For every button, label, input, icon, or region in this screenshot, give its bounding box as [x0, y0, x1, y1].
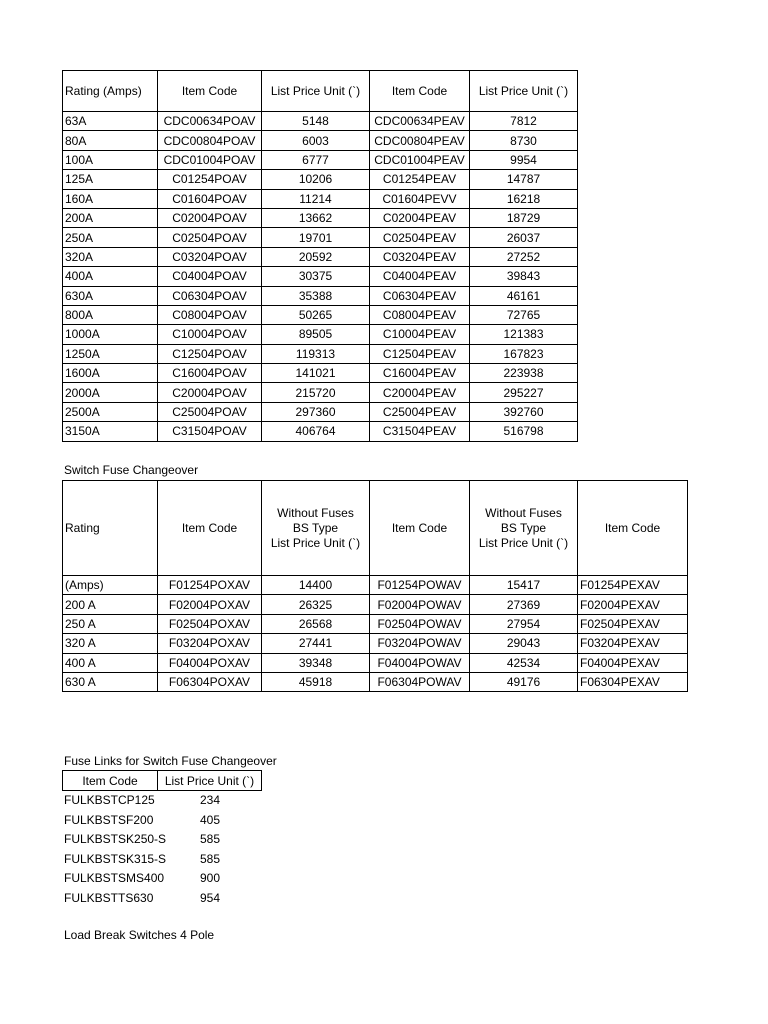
rating-cell: 400A: [63, 267, 158, 286]
item-code-cell: C12504PEAV: [370, 344, 470, 363]
rating-cell: 1000A: [63, 325, 158, 344]
price-cell: 45918: [262, 672, 370, 691]
item-code-cell: C02004POAV: [158, 208, 262, 227]
item-code-cell: C10004POAV: [158, 325, 262, 344]
item-code-cell: C31504POAV: [158, 422, 262, 441]
item-code-cell: C12504POAV: [158, 344, 262, 363]
rating-cell: 2000A: [63, 383, 158, 402]
rating-cell: 250 A: [63, 614, 158, 633]
price-cell: 167823: [470, 344, 578, 363]
price-cell: 5148: [262, 112, 370, 131]
fuse-link-price: 585: [199, 832, 221, 846]
table-row: [63, 383, 578, 402]
price-cell: 10206: [262, 170, 370, 189]
item-code-cell: F03204POWAV: [370, 634, 470, 653]
header-item-code: Item Code: [158, 71, 262, 112]
price-cell: 49176: [470, 672, 578, 691]
item-code-cell: F03204PEXAV: [578, 634, 688, 653]
fuse-link-item-code: FULKBSTSK250-S: [64, 832, 167, 846]
item-code-cell: F06304POWAV: [370, 672, 470, 691]
rating-cell: 63A: [63, 112, 158, 131]
item-code-cell: F04004POWAV: [370, 653, 470, 672]
price-cell: 16218: [470, 189, 578, 208]
rating-cell: 200 A: [63, 595, 158, 614]
price-cell: 27369: [470, 595, 578, 614]
header-line: Without Fuses: [485, 505, 562, 520]
section-title-switch-fuse-changeover: Switch Fuse Changeover: [64, 463, 199, 477]
item-code-cell: C20004POAV: [158, 383, 262, 402]
table-header-row: [63, 71, 578, 112]
item-code-cell: F06304PEXAV: [578, 672, 688, 691]
price-cell: 119313: [262, 344, 370, 363]
item-code-cell: C25004PEAV: [370, 402, 470, 421]
rating-cell: 630A: [63, 286, 158, 305]
price-cell: 26325: [262, 595, 370, 614]
item-code-cell: C16004POAV: [158, 364, 262, 383]
fuse-link-item-code: FULKBSTTS630: [64, 890, 154, 905]
item-code-cell: F04004POXAV: [158, 653, 262, 672]
price-cell: 26568: [262, 614, 370, 633]
table-row: [63, 402, 578, 421]
header-list-price: List Price Unit (`): [262, 71, 370, 112]
item-code-cell: C06304POAV: [158, 286, 262, 305]
header-without-fuses: [262, 481, 370, 576]
section-title-fuse-links: Fuse Links for Switch Fuse Changeover: [64, 754, 277, 768]
header-item-code: Item Code: [578, 481, 688, 576]
price-cell: 223938: [470, 364, 578, 383]
item-code-cell: F01254POXAV: [158, 576, 262, 595]
table-row: [63, 672, 688, 691]
rating-cell: 160A: [63, 189, 158, 208]
table-row: [63, 189, 578, 208]
rating-cell: 80A: [63, 131, 158, 150]
table-row: [63, 422, 578, 441]
table-header-row: [63, 481, 688, 576]
rating-cell: 630 A: [63, 672, 158, 691]
table-header-row: [63, 771, 262, 791]
price-cell: 11214: [262, 189, 370, 208]
rating-cell: 250A: [63, 228, 158, 247]
fuse-link-item-code: FULKBSTSK315-S: [64, 851, 167, 866]
price-cell: 27441: [262, 634, 370, 653]
header-item-code: Item Code: [370, 481, 470, 576]
item-code-cell: C01604PEVV: [370, 189, 470, 208]
item-code-cell: F02004POWAV: [370, 595, 470, 614]
table-row: [63, 344, 578, 363]
header-list-price: List Price Unit (`): [470, 71, 578, 112]
item-code-cell: C25004POAV: [158, 402, 262, 421]
table-row: [63, 150, 578, 169]
price-cell: 141021: [262, 364, 370, 383]
item-code-cell: C10004PEAV: [370, 325, 470, 344]
header-list-price: List Price Unit (`): [158, 771, 262, 791]
item-code-cell: C08004POAV: [158, 305, 262, 324]
price-cell: 72765: [470, 305, 578, 324]
price-cell: 27954: [470, 614, 578, 633]
table-row: [63, 595, 688, 614]
header-without-fuses: [470, 481, 578, 576]
table-row: [63, 305, 578, 324]
price-cell: 516798: [470, 422, 578, 441]
table-row: [63, 325, 578, 344]
price-cell: 14787: [470, 170, 578, 189]
price-cell: 20592: [262, 247, 370, 266]
rating-cell: 400 A: [63, 653, 158, 672]
fuse-link-price: 954: [199, 890, 221, 905]
item-code-cell: C31504PEAV: [370, 422, 470, 441]
item-code-cell: C16004PEAV: [370, 364, 470, 383]
rating-cell: 800A: [63, 305, 158, 324]
item-code-cell: F02004PEXAV: [578, 595, 688, 614]
item-code-cell: C06304PEAV: [370, 286, 470, 305]
price-cell: 26037: [470, 228, 578, 247]
price-cell: 27252: [470, 247, 578, 266]
price-cell: 392760: [470, 402, 578, 421]
price-cell: 15417: [470, 576, 578, 595]
item-code-cell: CDC00634POAV: [158, 112, 262, 131]
price-cell: 13662: [262, 208, 370, 227]
rating-cell: 3150A: [63, 422, 158, 441]
price-cell: 30375: [262, 267, 370, 286]
price-cell: 42534: [470, 653, 578, 672]
table-row: [63, 653, 688, 672]
price-cell: 35388: [262, 286, 370, 305]
price-cell: 19701: [262, 228, 370, 247]
item-code-cell: CDC01004PEAV: [370, 150, 470, 169]
price-cell: 6003: [262, 131, 370, 150]
header-rating: Rating (Amps): [63, 71, 158, 112]
fuse-link-price: 234: [199, 793, 221, 807]
header-item-code: Item Code: [158, 481, 262, 576]
table-row: [63, 576, 688, 595]
fuse-link-item-code: FULKBSTSMS400: [64, 871, 165, 885]
rating-cell: 125A: [63, 170, 158, 189]
fuse-link-price: 405: [199, 812, 221, 827]
table-row: [63, 228, 578, 247]
table-row: [63, 208, 578, 227]
rating-cell: 100A: [63, 150, 158, 169]
price-cell: 297360: [262, 402, 370, 421]
fuse-link-price: 900: [199, 871, 221, 885]
price-cell: 39348: [262, 653, 370, 672]
price-cell: 39843: [470, 267, 578, 286]
item-code-cell: CDC00804POAV: [158, 131, 262, 150]
price-cell: 7812: [470, 112, 578, 131]
price-cell: 46161: [470, 286, 578, 305]
item-code-cell: C20004PEAV: [370, 383, 470, 402]
rating-cell: (Amps): [63, 576, 158, 595]
table-row: [63, 112, 578, 131]
table-row: [63, 286, 578, 305]
item-code-cell: F02004POXAV: [158, 595, 262, 614]
rating-cell: 320A: [63, 247, 158, 266]
item-code-cell: F06304POXAV: [158, 672, 262, 691]
item-code-cell: F02504POXAV: [158, 614, 262, 633]
table-row: [63, 267, 578, 286]
rating-cell: 320 A: [63, 634, 158, 653]
price-cell: 89505: [262, 325, 370, 344]
fuse-link-item-code: FULKBSTSF200: [64, 812, 154, 827]
header-line: Without Fuses: [277, 505, 354, 520]
item-code-cell: C03204PEAV: [370, 247, 470, 266]
item-code-cell: C01604POAV: [158, 189, 262, 208]
fuse-link-item-code: FULKBSTCP125: [64, 793, 155, 807]
price-cell: 50265: [262, 305, 370, 324]
table-row: [63, 364, 578, 383]
item-code-cell: C02004PEAV: [370, 208, 470, 227]
item-code-cell: CDC00804PEAV: [370, 131, 470, 150]
table-row: [63, 131, 578, 150]
item-code-cell: C01254PEAV: [370, 170, 470, 189]
table-row: [63, 614, 688, 633]
header-rating: Rating: [63, 481, 158, 576]
item-code-cell: C02504PEAV: [370, 228, 470, 247]
table-row: [63, 170, 578, 189]
rating-cell: 1250A: [63, 344, 158, 363]
rating-cell: 200A: [63, 208, 158, 227]
table-row: [63, 247, 578, 266]
price-table-main: [62, 70, 578, 442]
fuse-links-header: [62, 770, 262, 791]
header-line: BS Type: [500, 520, 547, 535]
item-code-cell: C02504POAV: [158, 228, 262, 247]
price-cell: 121383: [470, 325, 578, 344]
item-code-cell: F01254PEXAV: [578, 576, 688, 595]
header-item-code: Item Code: [63, 771, 158, 791]
price-cell: 295227: [470, 383, 578, 402]
header-line: List Price Unit (`): [270, 535, 361, 550]
price-cell: 6777: [262, 150, 370, 169]
rating-cell: 1600A: [63, 364, 158, 383]
price-cell: 8730: [470, 131, 578, 150]
item-code-cell: CDC00634PEAV: [370, 112, 470, 131]
price-cell: 18729: [470, 208, 578, 227]
switch-fuse-changeover-table: [62, 480, 688, 692]
price-cell: 29043: [470, 634, 578, 653]
item-code-cell: CDC01004POAV: [158, 150, 262, 169]
item-code-cell: C08004PEAV: [370, 305, 470, 324]
price-cell: 14400: [262, 576, 370, 595]
rating-cell: 2500A: [63, 402, 158, 421]
item-code-cell: C03204POAV: [158, 247, 262, 266]
price-cell: 9954: [470, 150, 578, 169]
section-title-load-break-switches: Load Break Switches 4 Pole: [64, 928, 215, 942]
price-cell: 406764: [262, 422, 370, 441]
item-code-cell: C04004PEAV: [370, 267, 470, 286]
fuse-link-price: 585: [199, 851, 221, 866]
item-code-cell: C01254POAV: [158, 170, 262, 189]
price-cell: 215720: [262, 383, 370, 402]
header-line: BS Type: [292, 520, 339, 535]
table-row: [63, 634, 688, 653]
item-code-cell: F04004PEXAV: [578, 653, 688, 672]
item-code-cell: F03204POXAV: [158, 634, 262, 653]
header-line: List Price Unit (`): [478, 535, 569, 550]
item-code-cell: F01254POWAV: [370, 576, 470, 595]
header-item-code: Item Code: [370, 71, 470, 112]
item-code-cell: F02504POWAV: [370, 614, 470, 633]
item-code-cell: F02504PEXAV: [578, 614, 688, 633]
item-code-cell: C04004POAV: [158, 267, 262, 286]
